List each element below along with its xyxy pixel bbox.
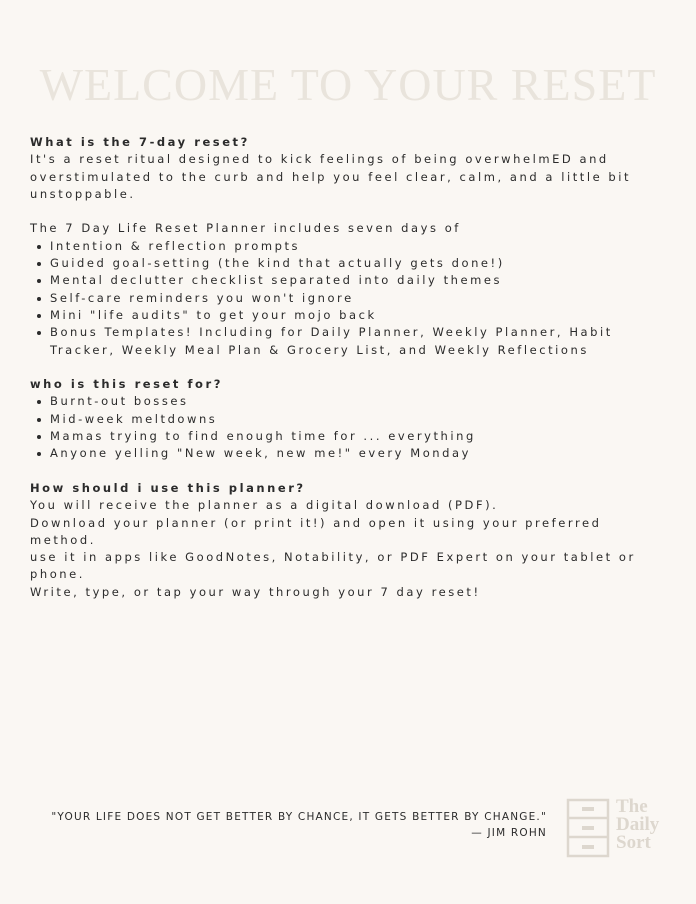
quote-author: — JIM ROHN bbox=[471, 826, 547, 839]
list-item: Intention & reflection prompts bbox=[50, 238, 650, 255]
spacer bbox=[30, 203, 650, 220]
quote-text: "YOUR LIFE DOES NOT GET BETTER BY CHANCE, IT GETS BETTER BY CHANGE." bbox=[51, 811, 547, 823]
usage-line: use it in apps like GoodNotes, Notability, or PDF Expert on your tablet or phone. bbox=[30, 550, 636, 582]
list-item: Guided goal-setting (the kind that actually gets done!) bbox=[50, 255, 650, 272]
list-item: Mini "life audits" to get your mojo back bbox=[50, 307, 650, 324]
quote-block bbox=[40, 810, 547, 841]
logo-wordmark bbox=[616, 798, 686, 852]
logo-line: The bbox=[616, 796, 648, 817]
drawer-cabinet-icon bbox=[566, 798, 610, 858]
audience-list bbox=[30, 393, 650, 462]
brand-logo bbox=[566, 798, 686, 860]
section-heading-what: What is the 7-day reset? bbox=[30, 135, 250, 149]
usage-line: You will receive the planner as a digital download (PDF). bbox=[30, 498, 499, 513]
section-heading-how: How should i use this planner? bbox=[30, 480, 306, 495]
list-item: Anyone yelling "New week, new me!" every Monday bbox=[50, 445, 650, 462]
page-title: WELCOME TO YOUR RESET bbox=[39, 59, 657, 110]
logo-line: Sort bbox=[616, 832, 651, 853]
list-item: Bonus Templates! Including for Daily Planner, Weekly Planner, Habit Tracker, Weekly Meal Plan & Grocery List, and Weekly Reflections bbox=[50, 324, 650, 359]
list-item: Mid-week meltdowns bbox=[50, 411, 650, 428]
logo-line: Daily bbox=[616, 814, 660, 835]
usage-line: Download your planner (or print it!) and open it using your preferred method. bbox=[30, 515, 602, 547]
includes-intro: The 7 Day Life Reset Planner includes seven days of bbox=[30, 221, 461, 236]
list-item: Mental declutter checklist separated into daily themes bbox=[50, 272, 650, 289]
usage-line: Write, type, or tap your way through your 7 day reset! bbox=[30, 584, 481, 599]
list-item: Burnt-out bosses bbox=[50, 393, 650, 410]
spacer bbox=[30, 359, 650, 376]
content-body bbox=[30, 134, 650, 601]
spacer bbox=[30, 463, 650, 480]
includes-list bbox=[30, 238, 650, 359]
section-heading-who: who is this reset for? bbox=[30, 377, 223, 392]
section-body-what: It's a reset ritual designed to kick feelings of being overwhelmED and overstimulated to the curb and help you feel clear, calm, and a little bit unstoppable. bbox=[30, 152, 632, 201]
list-item: Self-care reminders you won't ignore bbox=[50, 290, 650, 307]
list-item: Mamas trying to find enough time for ... everything bbox=[50, 428, 650, 445]
